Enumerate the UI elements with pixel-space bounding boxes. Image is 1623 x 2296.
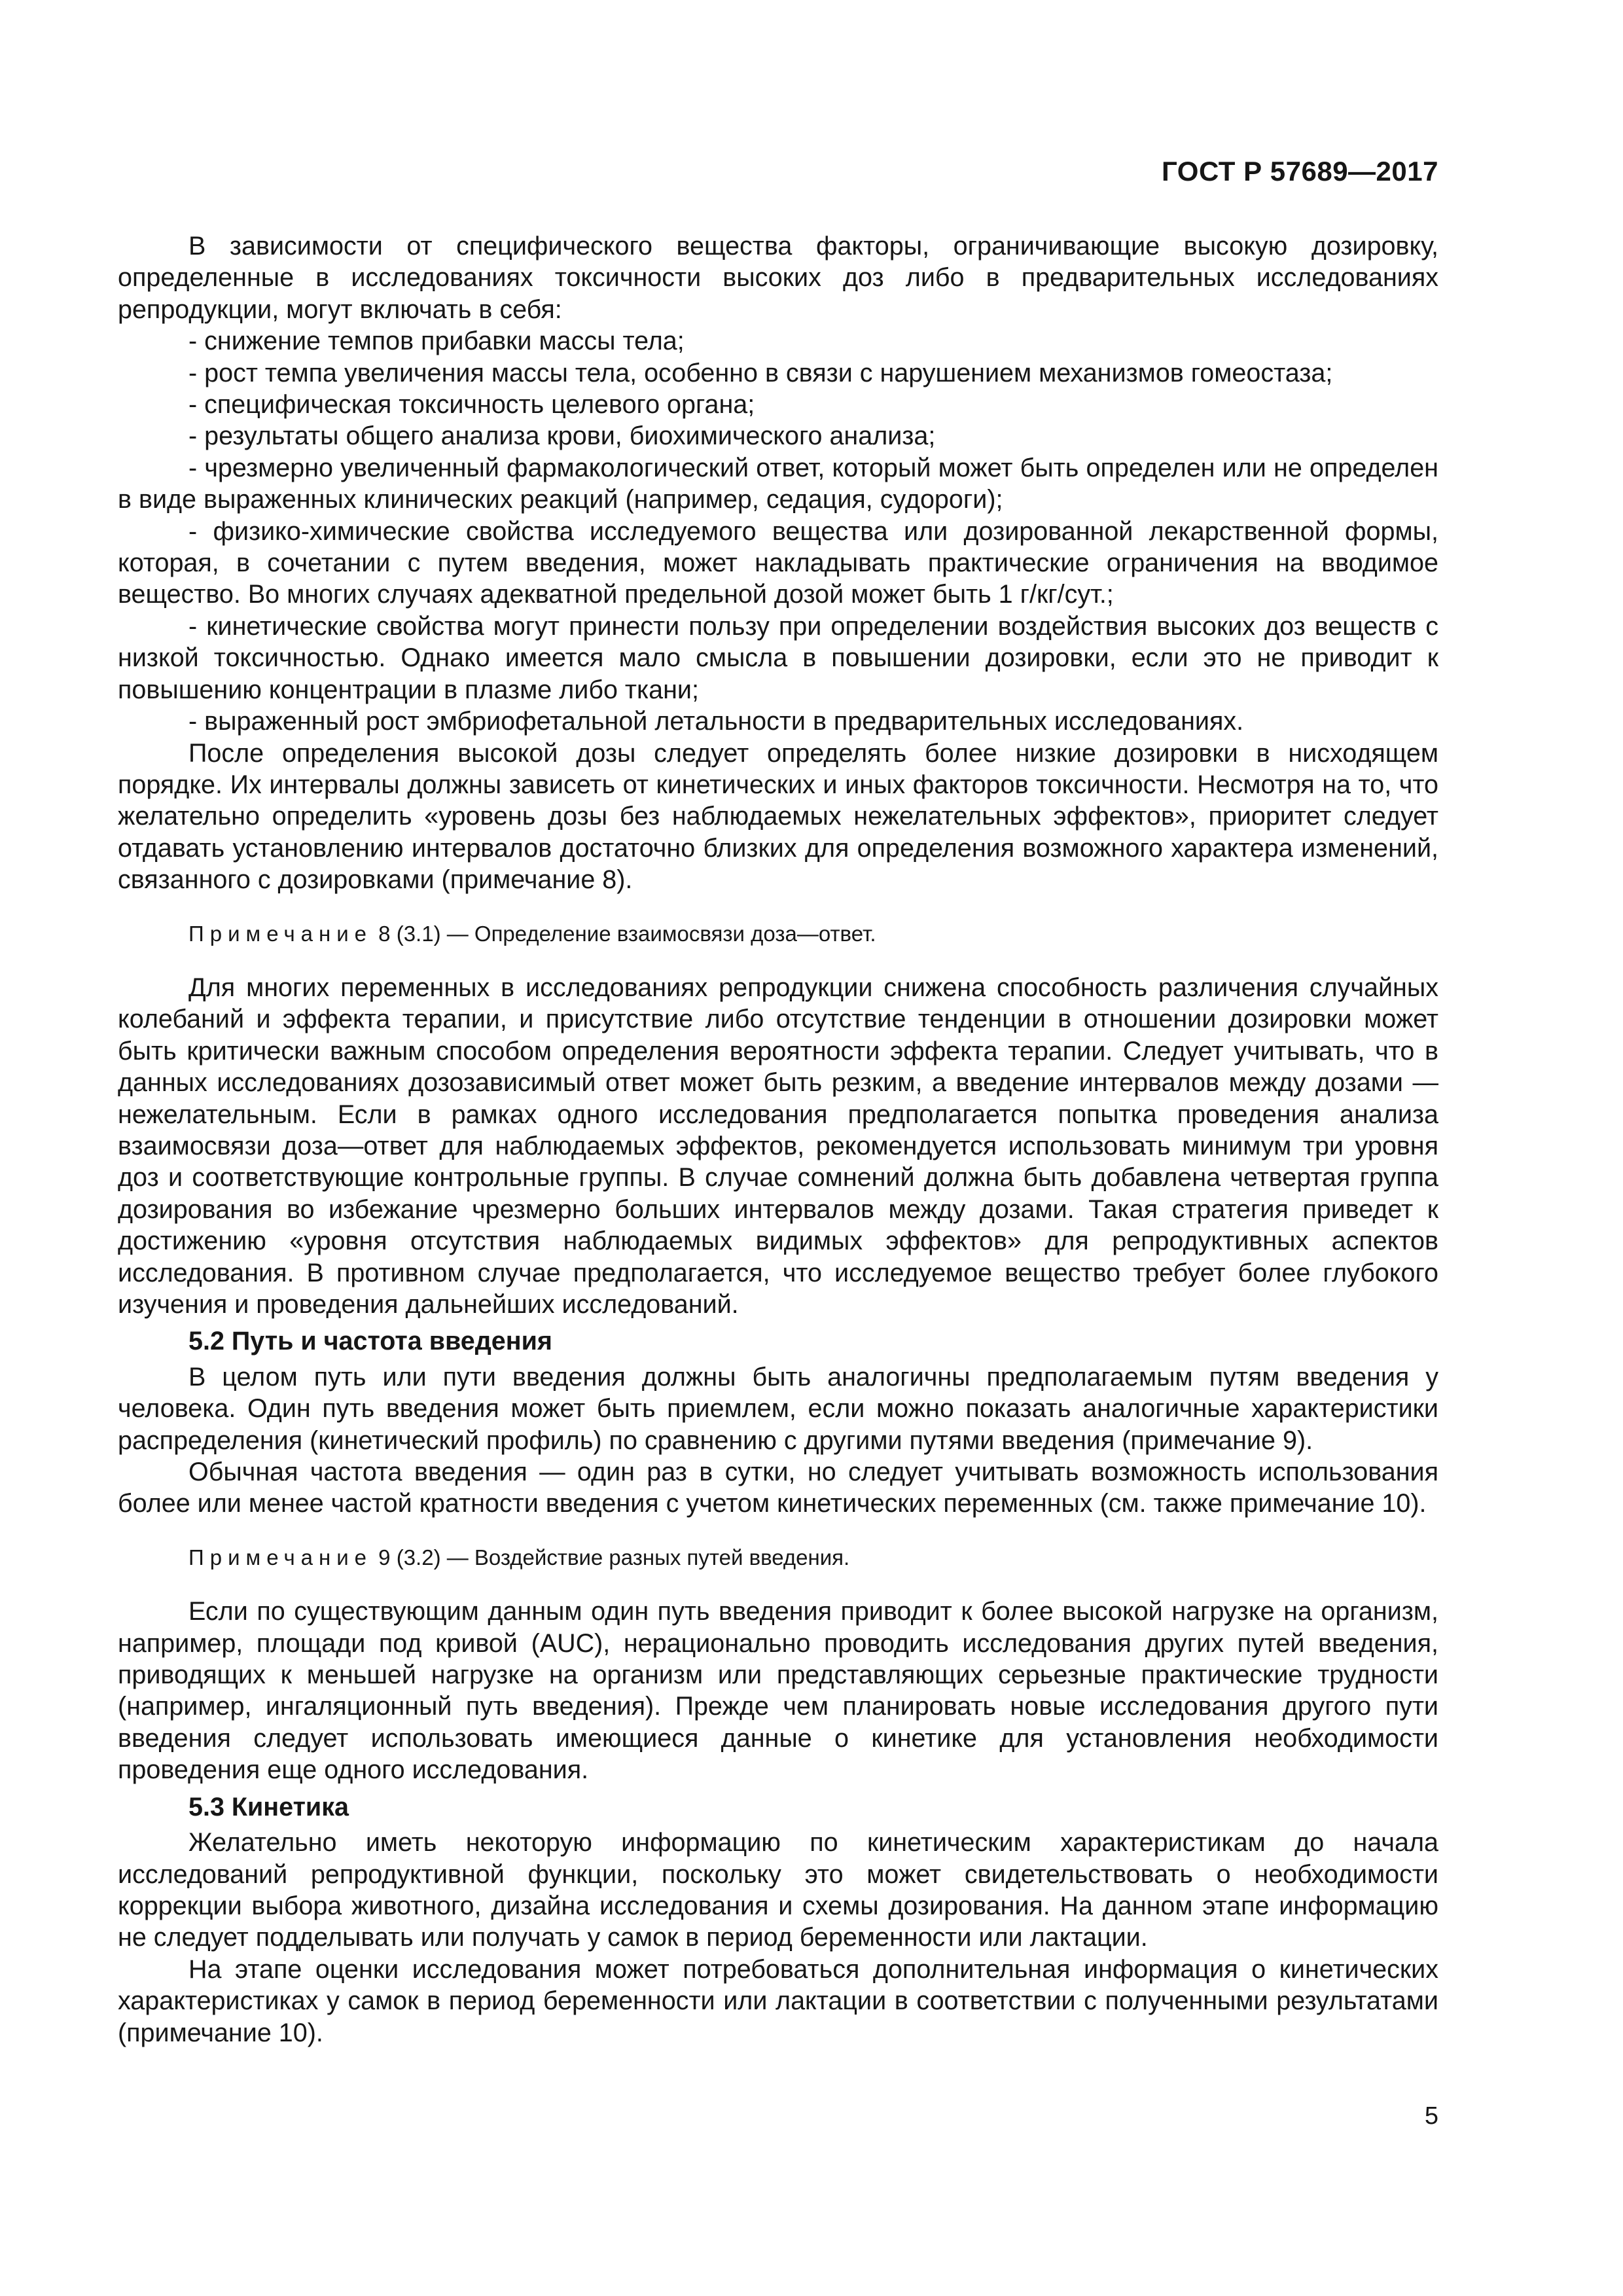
section-5-3-paragraph: Желательно иметь некоторую информацию по кинетическим характеристикам до начала исследований репродуктивной функции, поскольку это может свидетельствовать о необходимости коррекции выбора животного, дизайна исследования и схемы дозирования. На данном этапе информацию не следует подделывать или получать у самок в период беременности или лактации. (118, 1828, 1438, 1952)
section-5-2-paragraph: В целом путь или пути введения должны быть аналогичны предполагаемым путям введения у человека. Один путь введения может быть приемлем, если можно показать аналогичные характеристики распределения (кинетический профиль) по сравнению с другими путями введения (примечание 9). (118, 1362, 1438, 1455)
section-heading-5-2: 5.2 Путь и частота введения (188, 1327, 552, 1356)
section-5-2-paragraph: Обычная частота введения — один раз в сутки, но следует учитывать возможность использования более или менее частой кратности введения с учетом кинетических переменных (см. также примечание 10). (118, 1458, 1438, 1518)
note-label: Примечание (188, 921, 373, 946)
note-8 (118, 918, 1438, 950)
list-item: - результаты общего анализа крови, биохимического анализа; (188, 422, 936, 451)
note-text: 9 (3.2) — Воздействие разных путей введения. (372, 1545, 850, 1570)
list-item: - кинетические свойства могут принести пользу при определении воздействия высоких доз веществ с низкой токсичностью. Однако имеется мало смысла в повышении дозировки, если это не приводит к повышению концентрации в плазме либо ткани; (118, 611, 1438, 704)
list-item: - выраженный рост эмбриофетальной летальности в предварительных исследованиях. (188, 707, 1244, 736)
note-label: Примечание (188, 1545, 373, 1570)
note-text: 8 (3.1) — Определение взаимосвязи доза—ответ. (372, 921, 876, 946)
document-header: ГОСТ Р 57689—2017 (1162, 156, 1438, 187)
section-heading-5-3: 5.3 Кинетика (188, 1792, 349, 1821)
list-item: - чрезмерно увеличенный фармакологический ответ, который может быть определен или не определен в виде выраженных клинических реакций (например, седация, судороги); (118, 453, 1438, 514)
note-9 (118, 1542, 1438, 1573)
list-item: - физико-химические свойства исследуемого вещества или дозированной лекарственной формы, которая, в сочетании с путем введения, может накладывать практические ограничения на вводимое вещество. Во многих случаях адекватной предельной дозой может быть 1 г/кг/сут.; (118, 516, 1438, 609)
dose-selection-paragraph: После определения высокой дозы следует определять более низкие дозировки в нисходящем порядке. Их интервалы должны зависеть от кинетических и иных факторов токсичности. Несмотря на то, что желательно определить «уровень дозы без наблюдаемых нежелательных эффектов», приоритет следует отдавать установлению интервалов достаточно близких для определения возможного характера изменений, связанного с дозировками (примечание 8). (118, 738, 1438, 895)
document-body (118, 230, 1438, 2049)
section-5-3-paragraph: На этапе оценки исследования может потребоваться дополнительная информация о кинетических характеристиках у самок в период беременности или лактации в соответствии с полученными результатами (примечание 10). (118, 1954, 1438, 2047)
list-item: - специфическая токсичность целевого органа; (188, 390, 755, 420)
page-number: 5 (1424, 2102, 1438, 2130)
intro-paragraph: В зависимости от специфического вещества факторы, ограничивающие высокую дозировку, определенные в исследованиях токсичности высоких доз либо в предварительных исследованиях репродукции, могут включать в себя: (118, 232, 1438, 324)
list-item: - снижение темпов прибавки массы тела; (188, 327, 685, 356)
note-8-body: Для многих переменных в исследованиях репродукции снижена способность различения случайных колебаний и эффекта терапии, и присутствие либо отсутствие тенденции в отношении дозировки может быть критически важным способом определения вероятности эффекта терапии. Следует учитывать, что в данных исследованиях дозозависимый ответ может быть резким, а введение интервалов между дозами — нежелательным. Если в рамках одного исследования предполагается попытка проведения анализа взаимосвязи доза—ответ для наблюдаемых эффектов, рекомендуется использовать минимум три уровня доз и соответствующие контрольные группы. В случае сомнений должна быть добавлена четвертая группа дозирования во избежание чрезмерно больших интервалов между дозами. Такая стратегия приведет к достижению «уровня отсутствия наблюдаемых видимых эффектов» для репродуктивных аспектов исследования. В противном случае предполагается, что исследуемое вещество требует более глубокого изучения и проведения дальнейших исследований. (118, 973, 1438, 1319)
note-9-body: Если по существующим данным один путь введения приводит к более высокой нагрузке на организм, например, площади под кривой (AUC), нерационально проводить исследования других путей введения, приводящих к меньшей нагрузке на организм или представляющих серьезные практические трудности (например, ингаляционный путь введения). Прежде чем планировать новые исследования другого пути введения следует использовать имеющиеся данные о кинетике для установления необходимости проведения еще одного исследования. (118, 1597, 1438, 1785)
list-item: - рост темпа увеличения массы тела, особенно в связи с нарушением механизмов гомеостаза; (188, 358, 1333, 387)
